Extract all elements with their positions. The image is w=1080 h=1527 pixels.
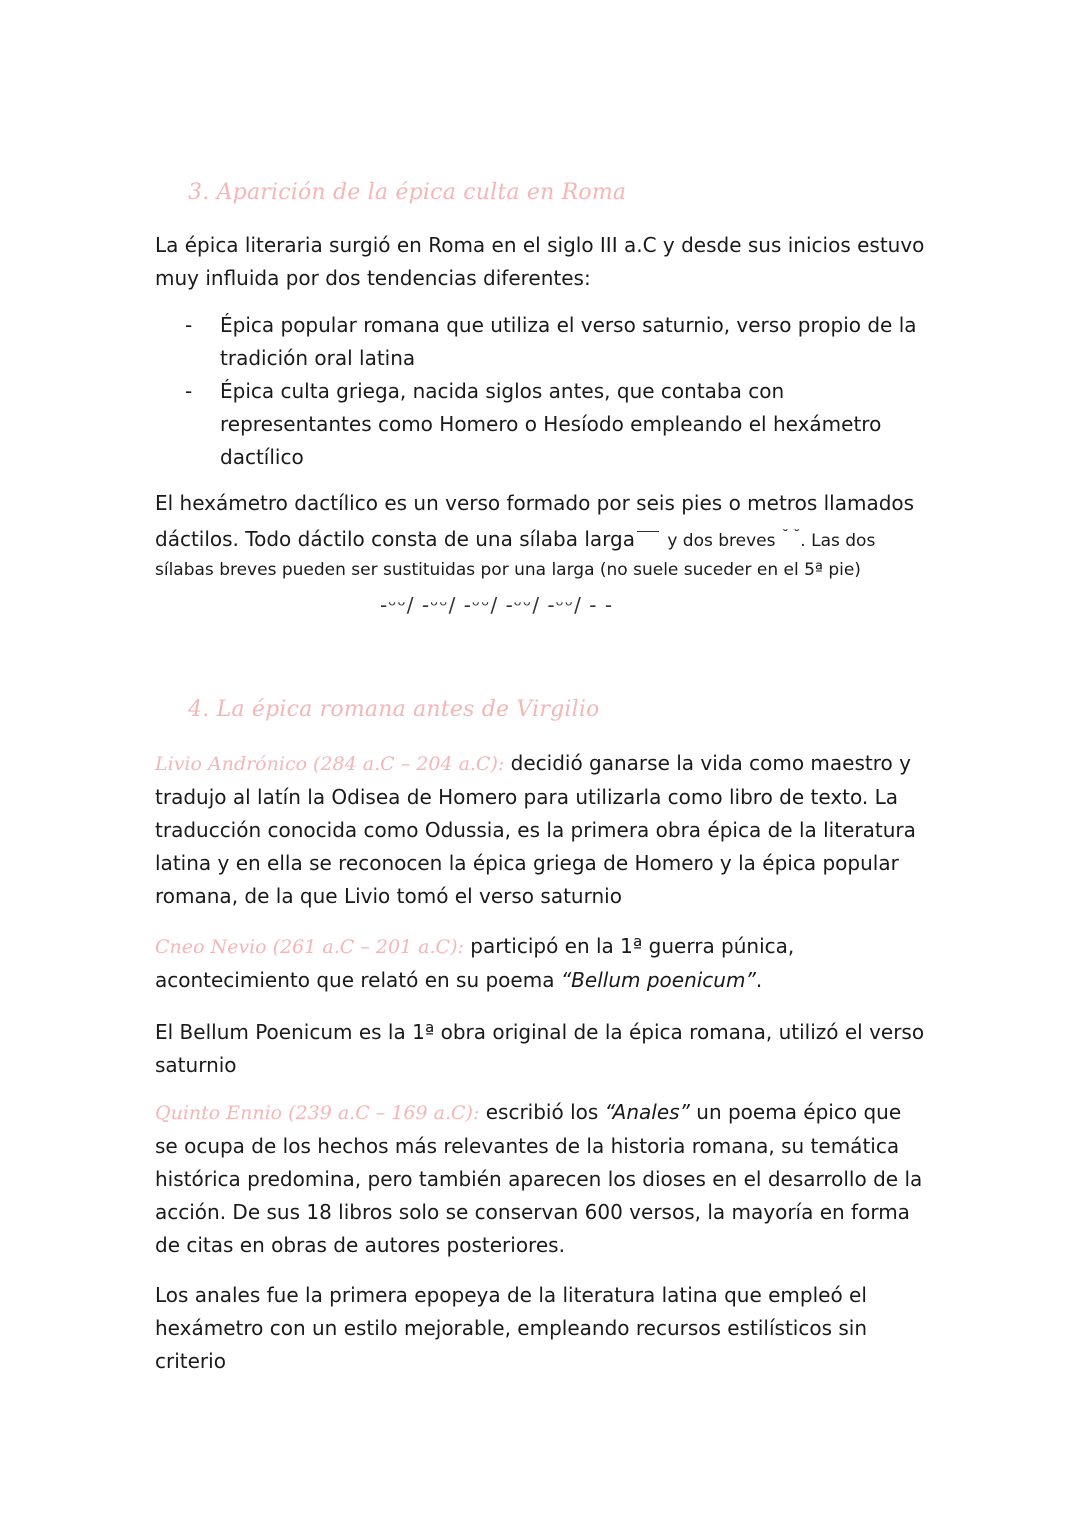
hexameter-substitution-note: sílabas breves pueden ser sustituidas por una larga (no suele suceder en el 5ª pie) [155, 560, 861, 580]
list-item-text: Épica culta griega, nacida siglos antes, que contaba con representantes como Homero o Hesíodo empleando el hexámetro dactílico [220, 379, 882, 469]
bullet-dash: - [185, 379, 193, 403]
hexameter-paragraph [155, 487, 925, 558]
ennio-text: escribió los [479, 1100, 605, 1124]
long-syllable-mark [637, 531, 659, 532]
livio-text: decidió ganarse la vida como maestro y tradujo al latín la Odisea de Homero para utilizarla como libro de texto. La traducción conocida como Odussia, es la primera obra épica de la literatura latina y en ella se reconocen la épica griega de Homero y la épica popular romana, de la que Livio tomó el verso saturnio [155, 751, 916, 908]
short-syllable-marks: ˘ ˘ [781, 528, 801, 544]
bullet-dash: - [185, 313, 193, 337]
ennio-text-rest: un poema épico que se ocupa de los hechos más relevantes de la historia romana, su temática histórica predomina, pero también aparecen los dioses en el desarrollo de la acción. De sus 18 libros solo se conservan 600 versos, la mayoría en forma de citas en obras de autores posteriores. [155, 1100, 923, 1257]
metre-scheme: -ᵕᵕ/ -ᵕᵕ/ -ᵕᵕ/ -ᵕᵕ/ -ᵕᵕ/ - - [380, 593, 614, 617]
ennio-work-title: “Anales” [604, 1100, 690, 1124]
section-3-intro: La épica literaria surgió en Roma en el siglo III a.C y desde sus inicios estuvo muy influida por dos tendencias diferentes: [155, 233, 925, 290]
author-name-livio: Livio Andrónico (284 a.C – 204 a.C): [155, 753, 505, 775]
list-item-text: Épica popular romana que utiliza el verso saturnio, verso propio de la tradición oral latina [220, 313, 917, 370]
hexameter-las-dos: . Las dos [800, 531, 876, 551]
list-item [155, 309, 925, 375]
livio-paragraph [155, 747, 925, 913]
bellum-paragraph: El Bellum Poenicum es la 1ª obra original de la épica romana, utilizó el verso saturnio [155, 1020, 925, 1077]
section-4-heading: 4. La épica romana antes de Virgilio [188, 697, 600, 722]
nevio-text-end: . [755, 968, 763, 992]
hexameter-text: El hexámetro dactílico es un verso formado por seis pies o metros llamados dáctilos. Todo dáctilo consta de una sílaba larga [155, 491, 915, 551]
nevio-text: participó en la 1ª guerra púnica, acontecimiento que relató en su poema [155, 934, 795, 992]
author-name-ennio: Quinto Ennio (239 a.C – 169 a.C): [155, 1102, 480, 1124]
nevio-work-title: “Bellum poenicum” [560, 968, 756, 992]
ennio-paragraph [155, 1096, 925, 1262]
hexameter-y-dos: y dos breves [667, 531, 776, 551]
anales-paragraph: Los anales fue la primera epopeya de la literatura latina que empleó el hexámetro con un estilo mejorable, empleando recursos estilísticos sin criterio [155, 1283, 868, 1373]
section-3-heading: 3. Aparición de la épica culta en Roma [188, 180, 627, 205]
list-item [155, 375, 925, 474]
author-name-nevio: Cneo Nevio (261 a.C – 201 a.C): [155, 936, 464, 958]
nevio-paragraph [155, 930, 925, 997]
tendencies-list [155, 309, 925, 474]
